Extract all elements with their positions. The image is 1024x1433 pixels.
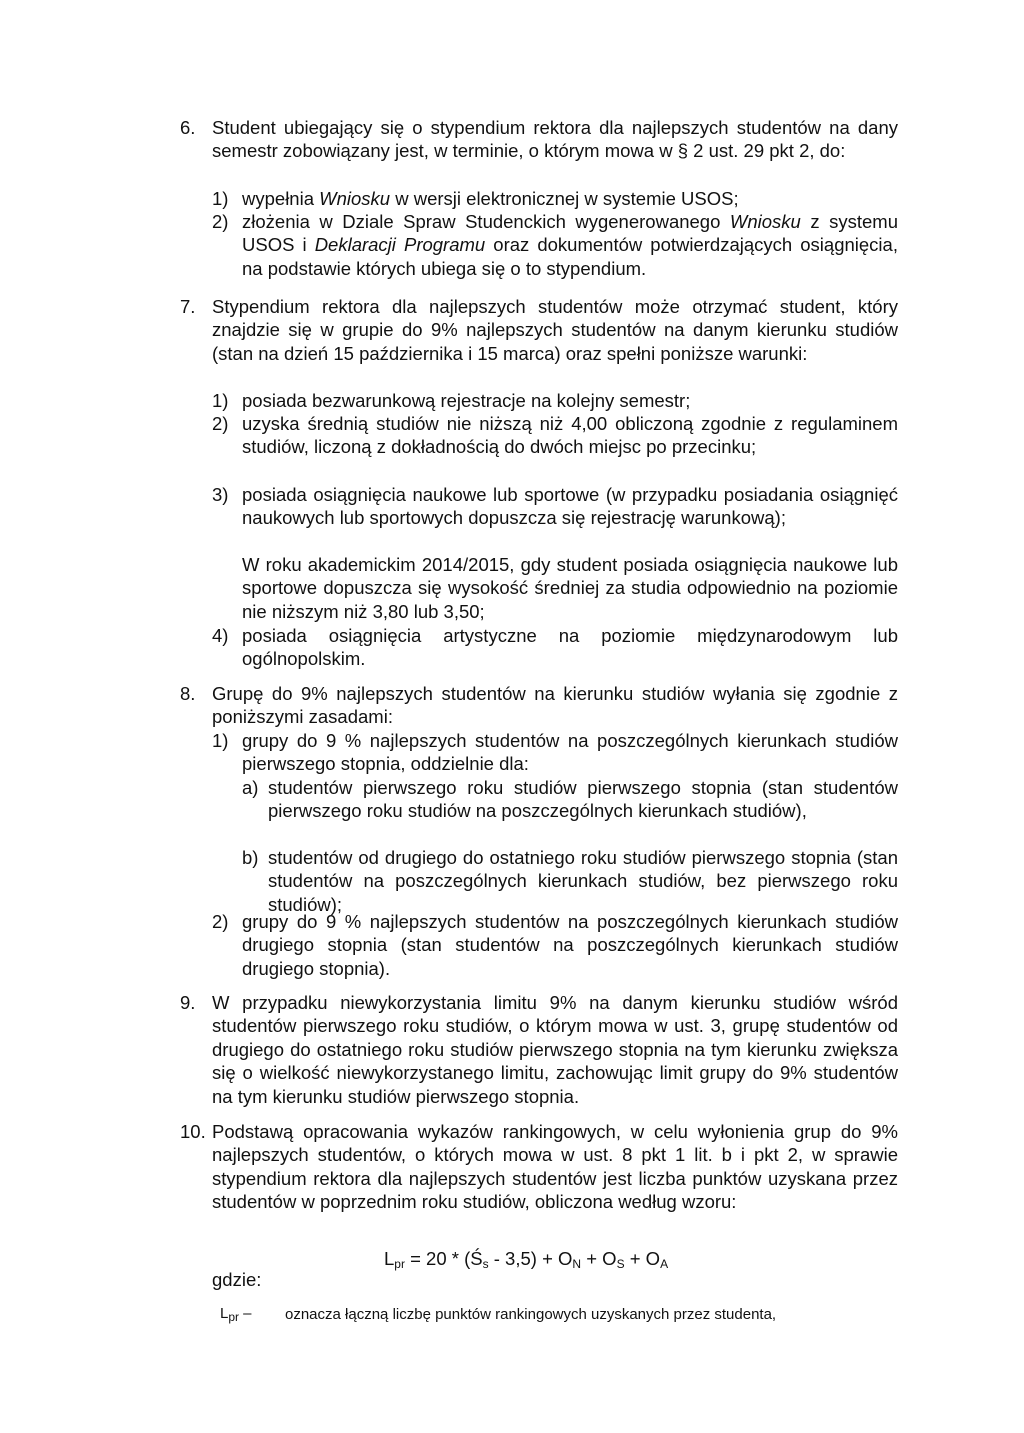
paragraph-8-item-2: grupy do 9 % najlepszych studentów na poszczególnych kierunkach studiów drugiego stopnia (stan studentów na poszczególnych kierunkach studiów drugiego stopnia).	[242, 911, 898, 979]
paragraph-7-text: Stypendium rektora dla najlepszych studentów może otrzymać student, który znajdzie się w grupie do 9% najlepszych studentów na danym kierunku studiów (stan na dzień 15 października i 15 marca) oraz spełni poniższe warunki:	[212, 296, 898, 364]
paragraph-8-item-1-number: 1)	[212, 730, 229, 751]
paragraph-7-item-2: uzyska średnią studiów nie niższą niż 4,00 obliczoną zgodnie z regulaminem studiów, liczoną z dokładnością do dwóch miejsc po przecinku;	[242, 413, 898, 458]
paragraph-7-item-1: posiada bezwarunkową rejestracje na kolejny semestr;	[242, 390, 691, 411]
paragraph-9-text: W przypadku niewykorzystania limitu 9% na danym kierunku studiów wśród studentów pierwszego roku studiów, o którym mowa w ust. 3, grupę studentów od drugiego do ostatniego roku studiów pierwszego stopnia na tym kierunku zwiększa się o wielkość niewykorzystanego limitu, zachowując limit grupy do 9% studentów na tym kierunku studiów pierwszego stopnia.	[212, 992, 898, 1107]
paragraph-8-number: 8.	[180, 683, 196, 704]
paragraph-7-item-4-number: 4)	[212, 625, 229, 646]
paragraph-8-text: Grupę do 9% najlepszych studentów na kierunku studiów wyłania się zgodnie z poniższymi zasadami:	[212, 683, 898, 728]
paragraph-8-item-2-number: 2)	[212, 911, 229, 932]
paragraph-6-number: 6.	[180, 117, 196, 138]
paragraph-7-item-3: posiada osiągnięcia naukowe lub sportowe (w przypadku posiadania osiągnięć naukowych lub sportowych dopuszcza się rejestrację warunkową);	[242, 484, 898, 529]
paragraph-7-item-1-number: 1)	[212, 390, 229, 411]
paragraph-7-item-3-note: W roku akademickim 2014/2015, gdy student posiada osiągnięcia naukowe lub sportowe dopuszcza się wysokość średniej za studia odpowiednio na poziomie nie niższym niż 3,80 lub 3,50;	[242, 554, 898, 622]
paragraph-6-item-2: złożenia w Dziale Spraw Studenckich wygenerowanego Wniosku z systemu USOS i Deklaracji Programu oraz dokumentów potwierdzających osiągnięcia, na podstawie których ubiega się o to stypendium.	[242, 211, 898, 279]
definition-symbol: $L_{pr}$ –	[220, 1305, 252, 1324]
paragraph-6-text: Student ubiegający się o stypendium rektora dla najlepszych studentów na dany semestr zobowiązany jest, w terminie, o którym mowa w § 2 ust. 29 pkt 2, do:	[212, 117, 898, 162]
paragraph-8-item-a: studentów pierwszego roku studiów pierwszego stopnia (stan studentów pierwszego roku studiów na poszczególnych kierunkach studiów),	[268, 777, 898, 822]
paragraph-7-item-3-number: 3)	[212, 484, 229, 505]
paragraph-8-item-b-number: b)	[242, 847, 259, 868]
paragraph-7-number: 7.	[180, 296, 196, 317]
paragraph-7-item-4: posiada osiągnięcia artystyczne na poziomie międzynarodowym lub ogólnopolskim.	[242, 625, 898, 670]
paragraph-9-number: 9.	[180, 992, 196, 1013]
paragraph-10-text: Podstawą opracowania wykazów rankingowych, w celu wyłonienia grup do 9% najlepszych studentów, o których mowa w ust. 8 pkt 1 lit. b i pkt 2, w sprawie stypendium rektora dla najlepszych studentów jest liczba punktów uzyskana przez studentów w poprzednim roku studiów, obliczona według wzoru:	[212, 1121, 898, 1213]
ranking-formula: $L_{pr} = 20$ * $(Ś_s - 3,5) + O_N + O_S + O_A$	[384, 1248, 669, 1271]
paragraph-6-item-1: wypełnia Wniosku w wersji elektronicznej w systemie USOS;	[242, 188, 739, 209]
definition-text: oznacza łączną liczbę punktów rankingowych uzyskanych przez studenta,	[285, 1306, 777, 1323]
paragraph-6-item-1-number: 1)	[212, 188, 229, 209]
paragraph-8-item-a-number: a)	[242, 777, 259, 798]
gdzie-label: gdzie:	[212, 1269, 262, 1290]
paragraph-8-item-b: studentów od drugiego do ostatniego roku studiów pierwszego stopnia (stan studentów na poszczególnych kierunkach studiów, bez pierwszego roku studiów);	[268, 847, 898, 915]
paragraph-8-item-1: grupy do 9 % najlepszych studentów na poszczególnych kierunkach studiów pierwszego stopnia, oddzielnie dla:	[242, 730, 898, 775]
paragraph-10-number: 10.	[180, 1121, 206, 1142]
paragraph-7-item-2-number: 2)	[212, 413, 229, 434]
paragraph-6-item-2-number: 2)	[212, 211, 229, 232]
